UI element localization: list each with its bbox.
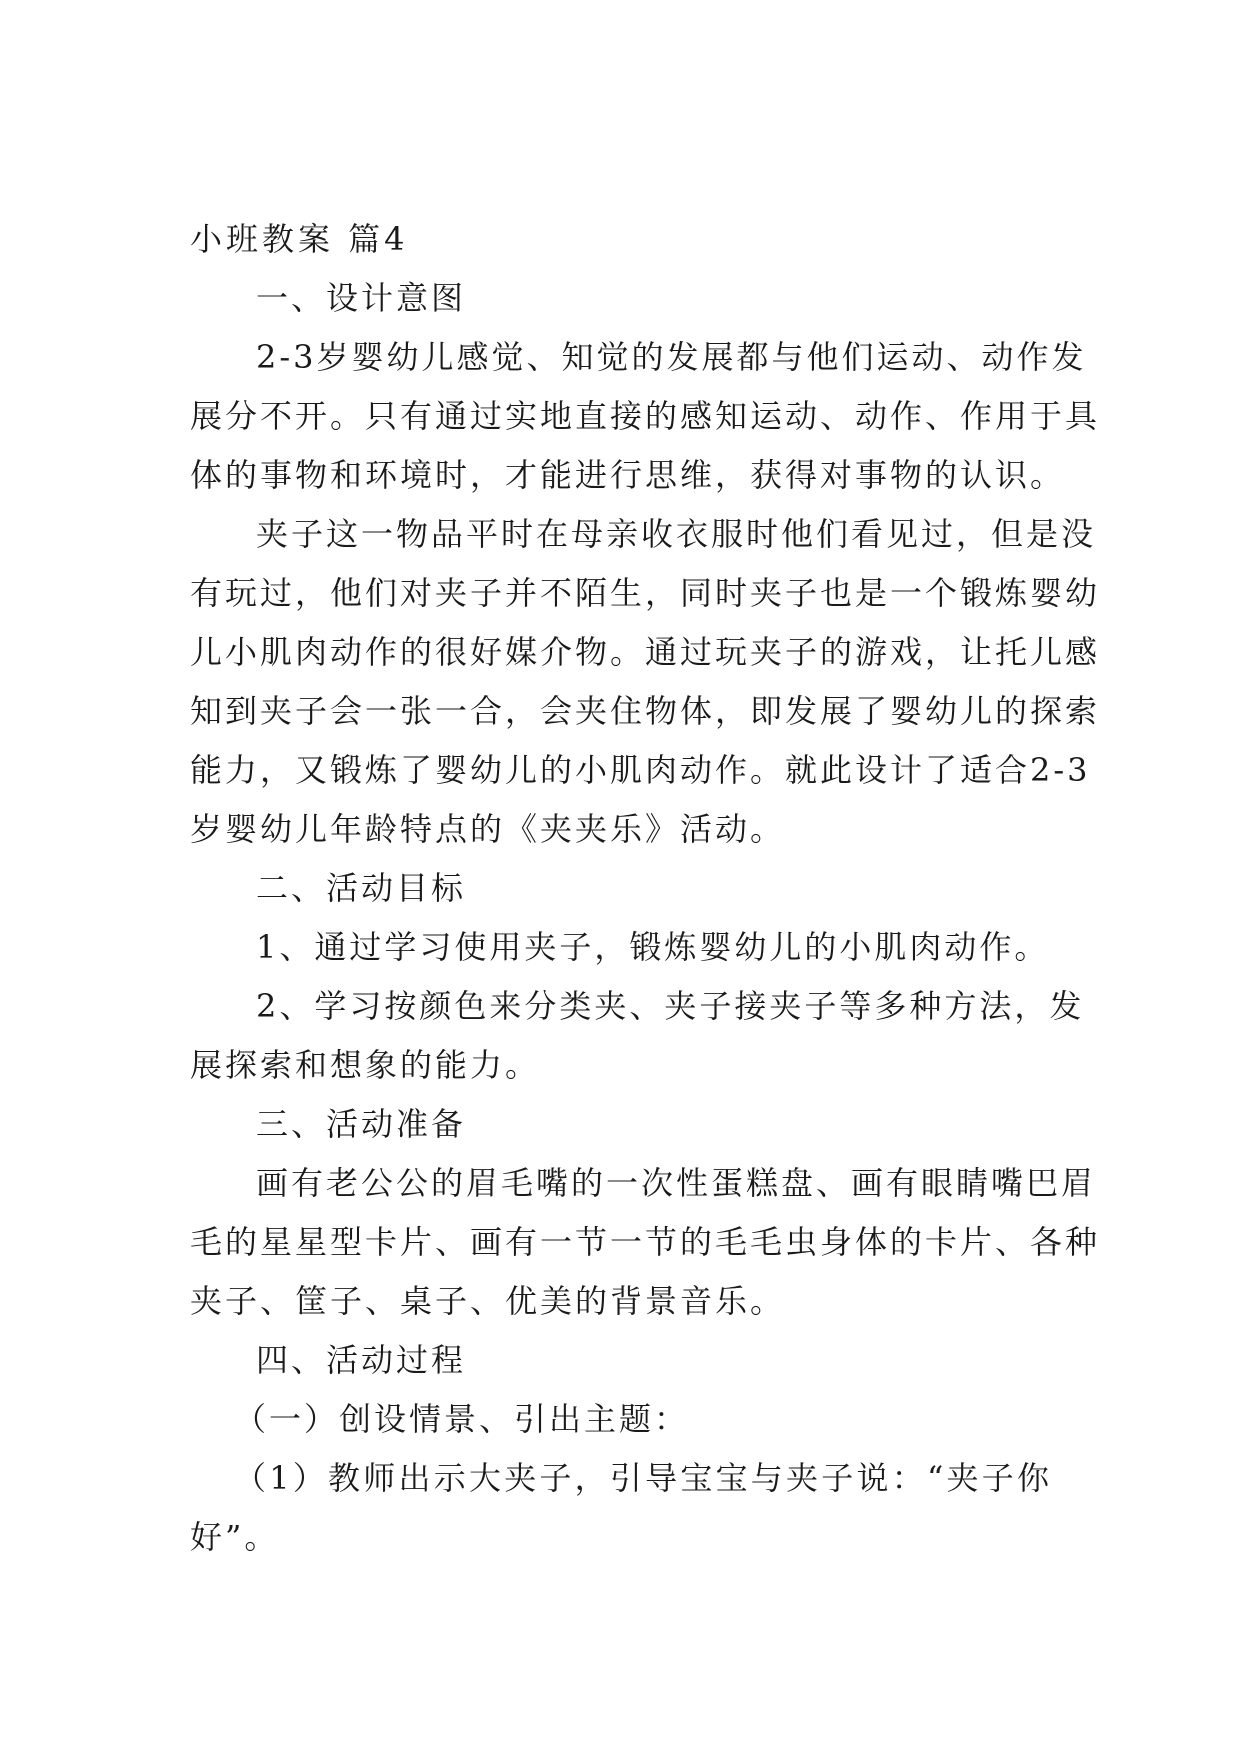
text-line: （一）创设情景、引出主题： bbox=[234, 1400, 690, 1438]
text-line: 有玩过，他们对夹子并不陌生，同时夹子也是一个锻炼婴幼 bbox=[190, 574, 1101, 612]
document-page bbox=[190, 210, 1101, 1567]
text-line: 能力，又锻炼了婴幼儿的小肌肉动作。就此设计了适合2-3 bbox=[190, 751, 1091, 789]
document-title: 小班教案 篇4 bbox=[190, 220, 409, 258]
text-line: 展分不开。只有通过实地直接的感知运动、动作、作用于具 bbox=[190, 397, 1101, 435]
text-line: 夹子、筐子、桌子、优美的背景音乐。 bbox=[190, 1282, 786, 1320]
text-line: 岁婴幼儿年龄特点的《夹夹乐》活动。 bbox=[190, 810, 786, 848]
section-heading: 二、活动目标 bbox=[256, 869, 467, 907]
text-line: 1、通过学习使用夹子，锻炼婴幼儿的小肌肉动作。 bbox=[256, 928, 1050, 966]
text-line: 毛的星星型卡片、画有一节一节的毛毛虫身体的卡片、各种 bbox=[190, 1223, 1101, 1261]
text-line: 儿小肌肉动作的很好媒介物。通过玩夹子的游戏，让托儿感 bbox=[190, 633, 1101, 671]
text-line: （1）教师出示大夹子，引导宝宝与夹子说：“夹子你 bbox=[234, 1459, 1052, 1497]
section-heading: 三、活动准备 bbox=[256, 1105, 467, 1143]
text-line: 体的事物和环境时，才能进行思维，获得对事物的认识。 bbox=[190, 456, 1066, 494]
text-line: 画有老公公的眉毛嘴的一次性蛋糕盘、画有眼睛嘴巴眉 bbox=[256, 1164, 1097, 1202]
text-line: 展探索和想象的能力。 bbox=[190, 1046, 541, 1084]
document-body bbox=[190, 269, 1101, 1567]
text-line: 2、学习按颜色来分类夹、夹子接夹子等多种方法，发 bbox=[256, 987, 1085, 1025]
text-line: 知到夹子会一张一合，会夹住物体，即发展了婴幼儿的探索 bbox=[190, 692, 1101, 730]
text-line: 2-3岁婴幼儿感觉、知觉的发展都与他们运动、动作发 bbox=[256, 338, 1087, 376]
text-line: 夹子这一物品平时在母亲收衣服时他们看见过，但是没 bbox=[256, 515, 1097, 553]
section-heading: 一、设计意图 bbox=[256, 279, 467, 317]
text-line: 好”。 bbox=[190, 1518, 280, 1556]
section-heading: 四、活动过程 bbox=[256, 1341, 467, 1379]
